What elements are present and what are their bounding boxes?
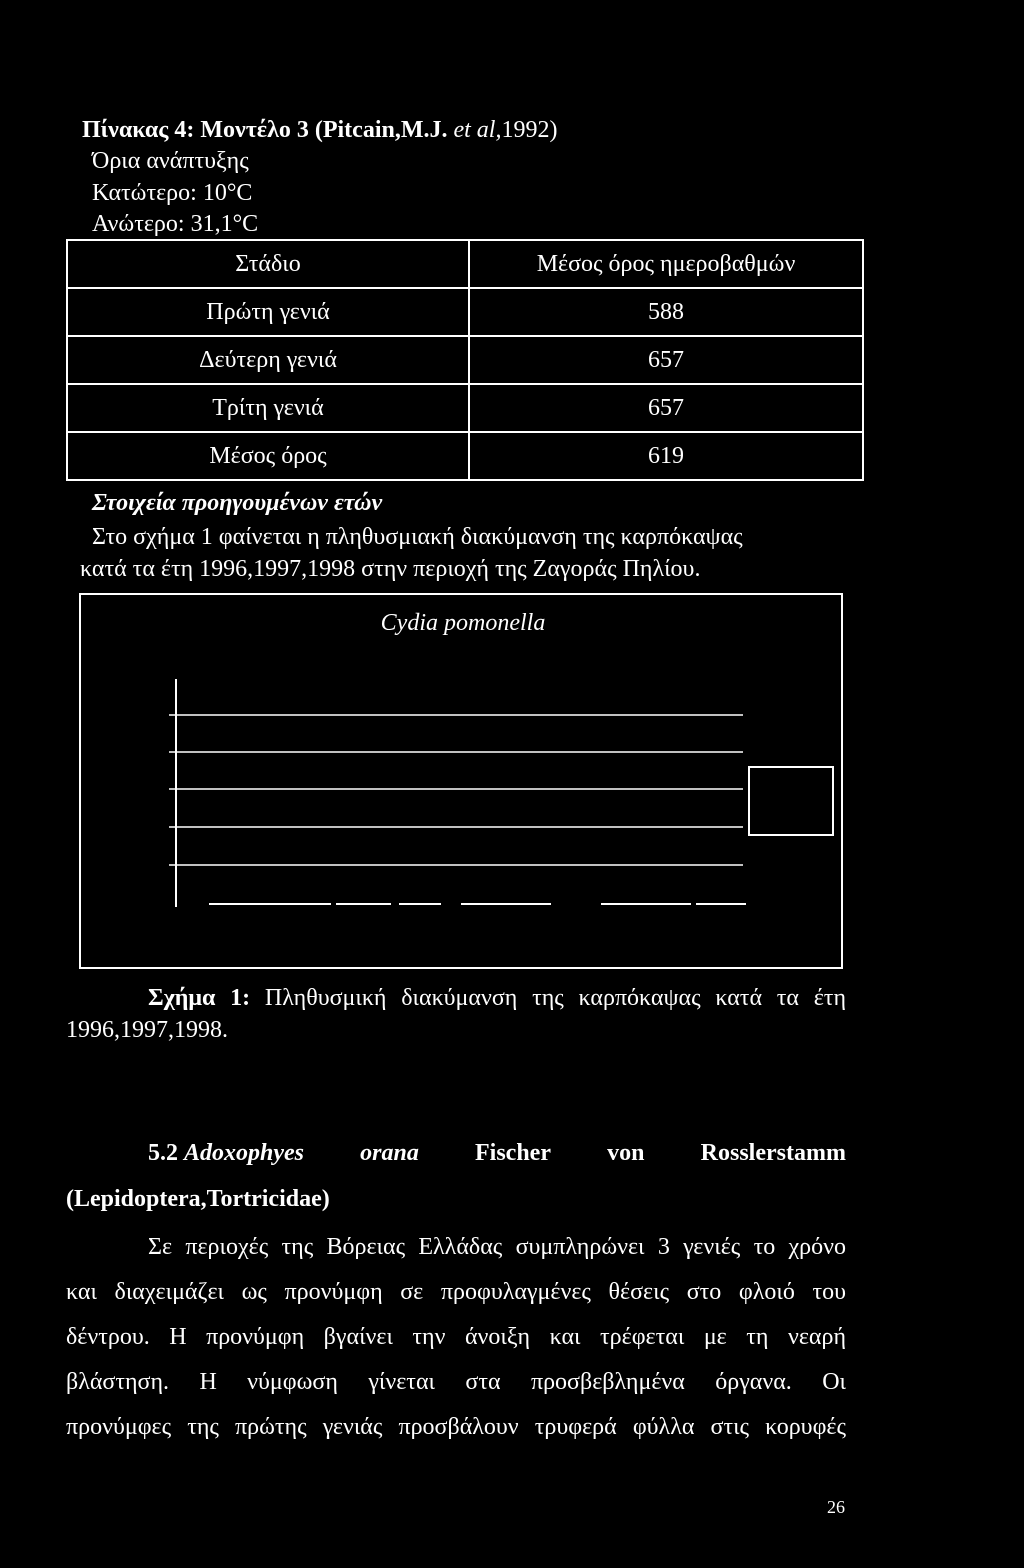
- table-caption-year: 1992): [501, 117, 558, 143]
- section-species: orana: [360, 1140, 419, 1166]
- cell-stage: Πρώτη γενιά: [67, 288, 469, 336]
- limits-upper: Ανώτερο: 31,1°C: [92, 211, 259, 237]
- table-row: [67, 432, 863, 480]
- limits-lower: Κατώτερο: 10°C: [92, 180, 253, 206]
- body-line-2: και διαχειμάζει ως προνύμφη σε προφυλαγμένες θέσεις στο φλοιό του: [66, 1279, 846, 1305]
- table-caption-italic: et al,: [453, 117, 502, 143]
- table-caption-label: Πίνακας 4: Μοντέλο 3 (Pitcain,M.J.: [82, 117, 448, 143]
- legend-box: [749, 767, 833, 835]
- body-line-4: βλάστηση. Η νύμφωση γίνεται στα προσβεβλημένα όργανα. Οι: [66, 1369, 846, 1395]
- degree-days-table: [66, 239, 864, 481]
- previous-years-line1: Στο σχήμα 1 φαίνεται η πληθυσμιακή διακύμανση της καρπόκαψας: [92, 524, 743, 550]
- limits-title: Όρια ανάπτυξης: [92, 148, 249, 174]
- figure-caption-text: Πληθυσμική διακύμανση της καρπόκαψας κατά τα έτη: [264, 985, 846, 1011]
- section-author3: Rosslerstamm: [700, 1140, 846, 1166]
- page-number: 26: [827, 1497, 845, 1517]
- table-caption: [82, 117, 557, 144]
- population-chart: [81, 595, 845, 971]
- cell-value: 657: [469, 336, 863, 384]
- body-line-1: Σε περιοχές της Βόρειας Ελλάδας συμπληρώνει 3 γενιές το χρόνο: [148, 1234, 846, 1260]
- section-genus: Adoxophyes: [184, 1140, 304, 1166]
- previous-years-line2: κατά τα έτη 1996,1997,1998 στην περιοχή της Ζαγοράς Πηλίου.: [80, 556, 701, 582]
- cell-value: 588: [469, 288, 863, 336]
- gridlines: [169, 715, 743, 865]
- body-line-5: προνύμφες της πρώτης γενιάς προσβάλουν τρυφερά φύλλα στις κορυφές: [66, 1414, 846, 1440]
- table-row: [67, 384, 863, 432]
- table-row: [67, 336, 863, 384]
- cell-stage: Μέσος όρος: [67, 432, 469, 480]
- section-author2: von: [607, 1140, 645, 1166]
- figure-caption: [148, 985, 846, 1012]
- cell-value: 619: [469, 432, 863, 480]
- section-author1: Fischer: [475, 1140, 551, 1166]
- body-line-3: δέντρου. Η προνύμφη βγαίνει την άνοιξη και τρέφεται με τη νεαρή: [66, 1324, 846, 1350]
- header-stage: Στάδιο: [67, 240, 469, 288]
- section-family: (Lepidoptera,Tortricidae): [66, 1186, 330, 1212]
- previous-years-heading: Στοιχεία προηγουμένων ετών: [92, 490, 383, 516]
- cell-stage: Δεύτερη γενιά: [67, 336, 469, 384]
- section-number: 5.2 Adoxophyes: [148, 1140, 304, 1166]
- figure-caption-line2: 1996,1997,1998.: [66, 1017, 228, 1043]
- cell-stage: Τρίτη γενιά: [67, 384, 469, 432]
- table-header-row: [67, 240, 863, 288]
- table-row: [67, 288, 863, 336]
- cell-value: 657: [469, 384, 863, 432]
- header-degree-days: Μέσος όρος ημεροβαθμών: [469, 240, 863, 288]
- section-heading: [148, 1140, 846, 1167]
- figure-caption-label: Σχήμα 1:: [148, 985, 251, 1011]
- chart-title: Cydia pomonella: [380, 610, 546, 636]
- chart-frame: [79, 593, 843, 969]
